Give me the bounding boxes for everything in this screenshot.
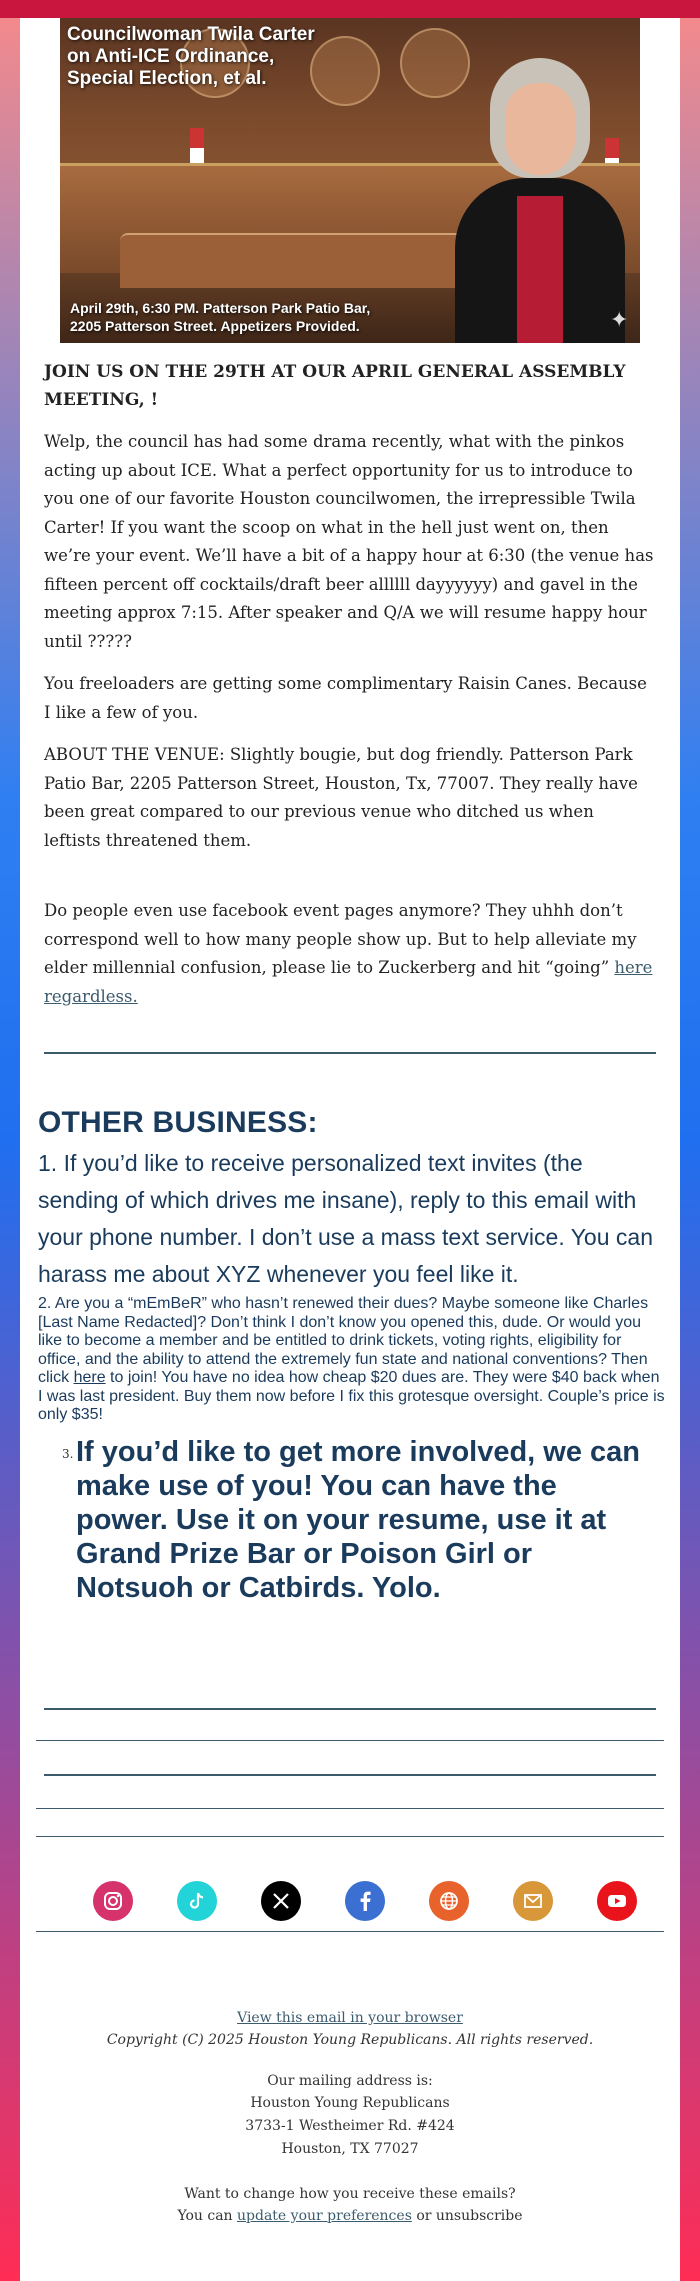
- venue-paragraph: ABOUT THE VENUE: Slightly bougie, but dog friendly. Patterson Park Patio Bar, 2205 Patterson Street, Houston, Tx, 77007. They really have been great compared to our previous venue who ditched us when leftists threatened them.: [44, 745, 638, 850]
- x-icon[interactable]: [261, 1881, 301, 1921]
- get-involved-text: If you’d like to get more involved, we can make use of you! You can have the power. Use it on your resume, use it at Grand Prize Bar or Poison Girl or Notsuoh or Catbirds. Yolo.: [76, 1435, 641, 1604]
- unsubscribe-text: or unsubscribe: [411, 2208, 523, 2224]
- view-in-browser-link[interactable]: View this email in your browser: [237, 2010, 463, 2026]
- divider: [36, 1740, 664, 1741]
- divider: [44, 1052, 656, 1054]
- sparkle-icon: ✦: [610, 308, 629, 333]
- org-name: Houston Young Republicans: [250, 2095, 450, 2111]
- mailing-address-label: Our mailing address is:: [267, 2073, 433, 2089]
- councilwoman-photo: [455, 58, 625, 343]
- facebook-event-link[interactable]: here regardless.: [44, 958, 653, 1006]
- hero-subtitle-line: April 29th, 6:30 PM. Patterson Park Patio Bar,: [70, 300, 371, 316]
- facebook-icon[interactable]: [345, 1881, 385, 1921]
- dues-text: to join! You have no idea how cheap $20 dues are. They were $40 back when I was last president. Buy them now before I fix this grotesque oversight. Couple’s price is only $35!: [38, 1369, 665, 1423]
- facebook-paragraph: [44, 897, 654, 1011]
- divider: [36, 1836, 664, 1837]
- intro-section: [44, 358, 654, 1011]
- copyright-text: Copyright (C) 2025 Houston Young Republicans. All rights reserved.: [106, 2032, 594, 2048]
- hero-image: [60, 18, 640, 343]
- preferences-prefix: You can: [177, 2208, 238, 2224]
- dues-text: 2. Are you a “mEmBeR” who hasn’t renewed their dues? Maybe someone like Charles [Last Name Redacted]? Don’t think I don’t know you opened this, dude. Or would you like to become a member and be entitled to drink tickets, voting rights, eligibility for office, and the ability to attend the extremely fun state and national conventions? Then click: [38, 1295, 649, 1386]
- meeting-heading: JOIN US ON THE 29TH AT OUR APRIL GENERAL ASSEMBLY MEETING, !: [44, 362, 626, 410]
- text-invite-item: 1. If you’d like to receive personalized text invites (the sending of which drives me insane), reply to this email with your phone number. I don’t use a mass text service. You can harass me about XYZ whenever you feel like it.: [38, 1150, 653, 1287]
- preferences-line: [20, 2205, 680, 2228]
- canes-paragraph: You freeloaders are getting some complimentary Raisin Canes. Because I like a few of you.: [44, 674, 647, 722]
- list-number: 3.: [62, 1446, 74, 1461]
- tiktok-icon[interactable]: [177, 1881, 217, 1921]
- divider: [36, 1808, 664, 1809]
- divider: [44, 1708, 656, 1710]
- get-involved-item: [38, 1435, 668, 1605]
- intro-paragraph: Welp, the council has had some drama recently, what with the pinkos acting up about ICE. What a perfect opportunity for us to introduce to you one of our favorite Houston councilwomen, the irrepressible Twila Carter! If you want the scoop on what in the hell just went on, then we’re your event. We’ll have a bit of a happy hour at 6:30 (the venue has fifteen percent off cocktails/draft beer allllll dayyyyyy) and gavel in the meeting approx 7:15. After speaker and Q/A we will resume happy hour until ?????: [44, 432, 654, 651]
- other-business-section: [38, 1103, 668, 1605]
- hero-title: Councilwoman Twila Carter on Anti-ICE Ordinance, Special Election, et al.: [67, 24, 315, 89]
- divider: [36, 1931, 664, 1932]
- hero-subtitle-line: 2205 Patterson Street. Appetizers Provided.: [70, 318, 360, 334]
- instagram-icon[interactable]: [93, 1881, 133, 1921]
- dues-item: [38, 1295, 668, 1425]
- footer: [20, 2008, 680, 2228]
- divider: [44, 1774, 656, 1776]
- update-preferences-link[interactable]: update your preferences: [237, 2208, 412, 2224]
- street-address: 3733-1 Westheimer Rd. #424: [245, 2118, 455, 2134]
- preferences-question: Want to change how you receive these emails?: [184, 2186, 516, 2202]
- facebook-text: Do people even use facebook event pages anymore? They uhhh don’t correspond well to how many people show up. But to help alleviate my elder millennial confusion, please lie to Zuckerberg and hit “going”: [44, 901, 637, 977]
- hero-subtitle: [70, 299, 470, 335]
- top-color-bar: [0, 0, 700, 18]
- council-desk: [120, 233, 480, 288]
- youtube-icon[interactable]: [597, 1881, 637, 1921]
- city-address: Houston, TX 77027: [281, 2141, 419, 2157]
- join-link[interactable]: here: [73, 1369, 106, 1386]
- email-icon[interactable]: [513, 1881, 553, 1921]
- website-icon[interactable]: [429, 1881, 469, 1921]
- other-business-title: OTHER BUSINESS:: [38, 1106, 318, 1139]
- email-card: [20, 18, 680, 2281]
- social-links: [20, 1881, 680, 1925]
